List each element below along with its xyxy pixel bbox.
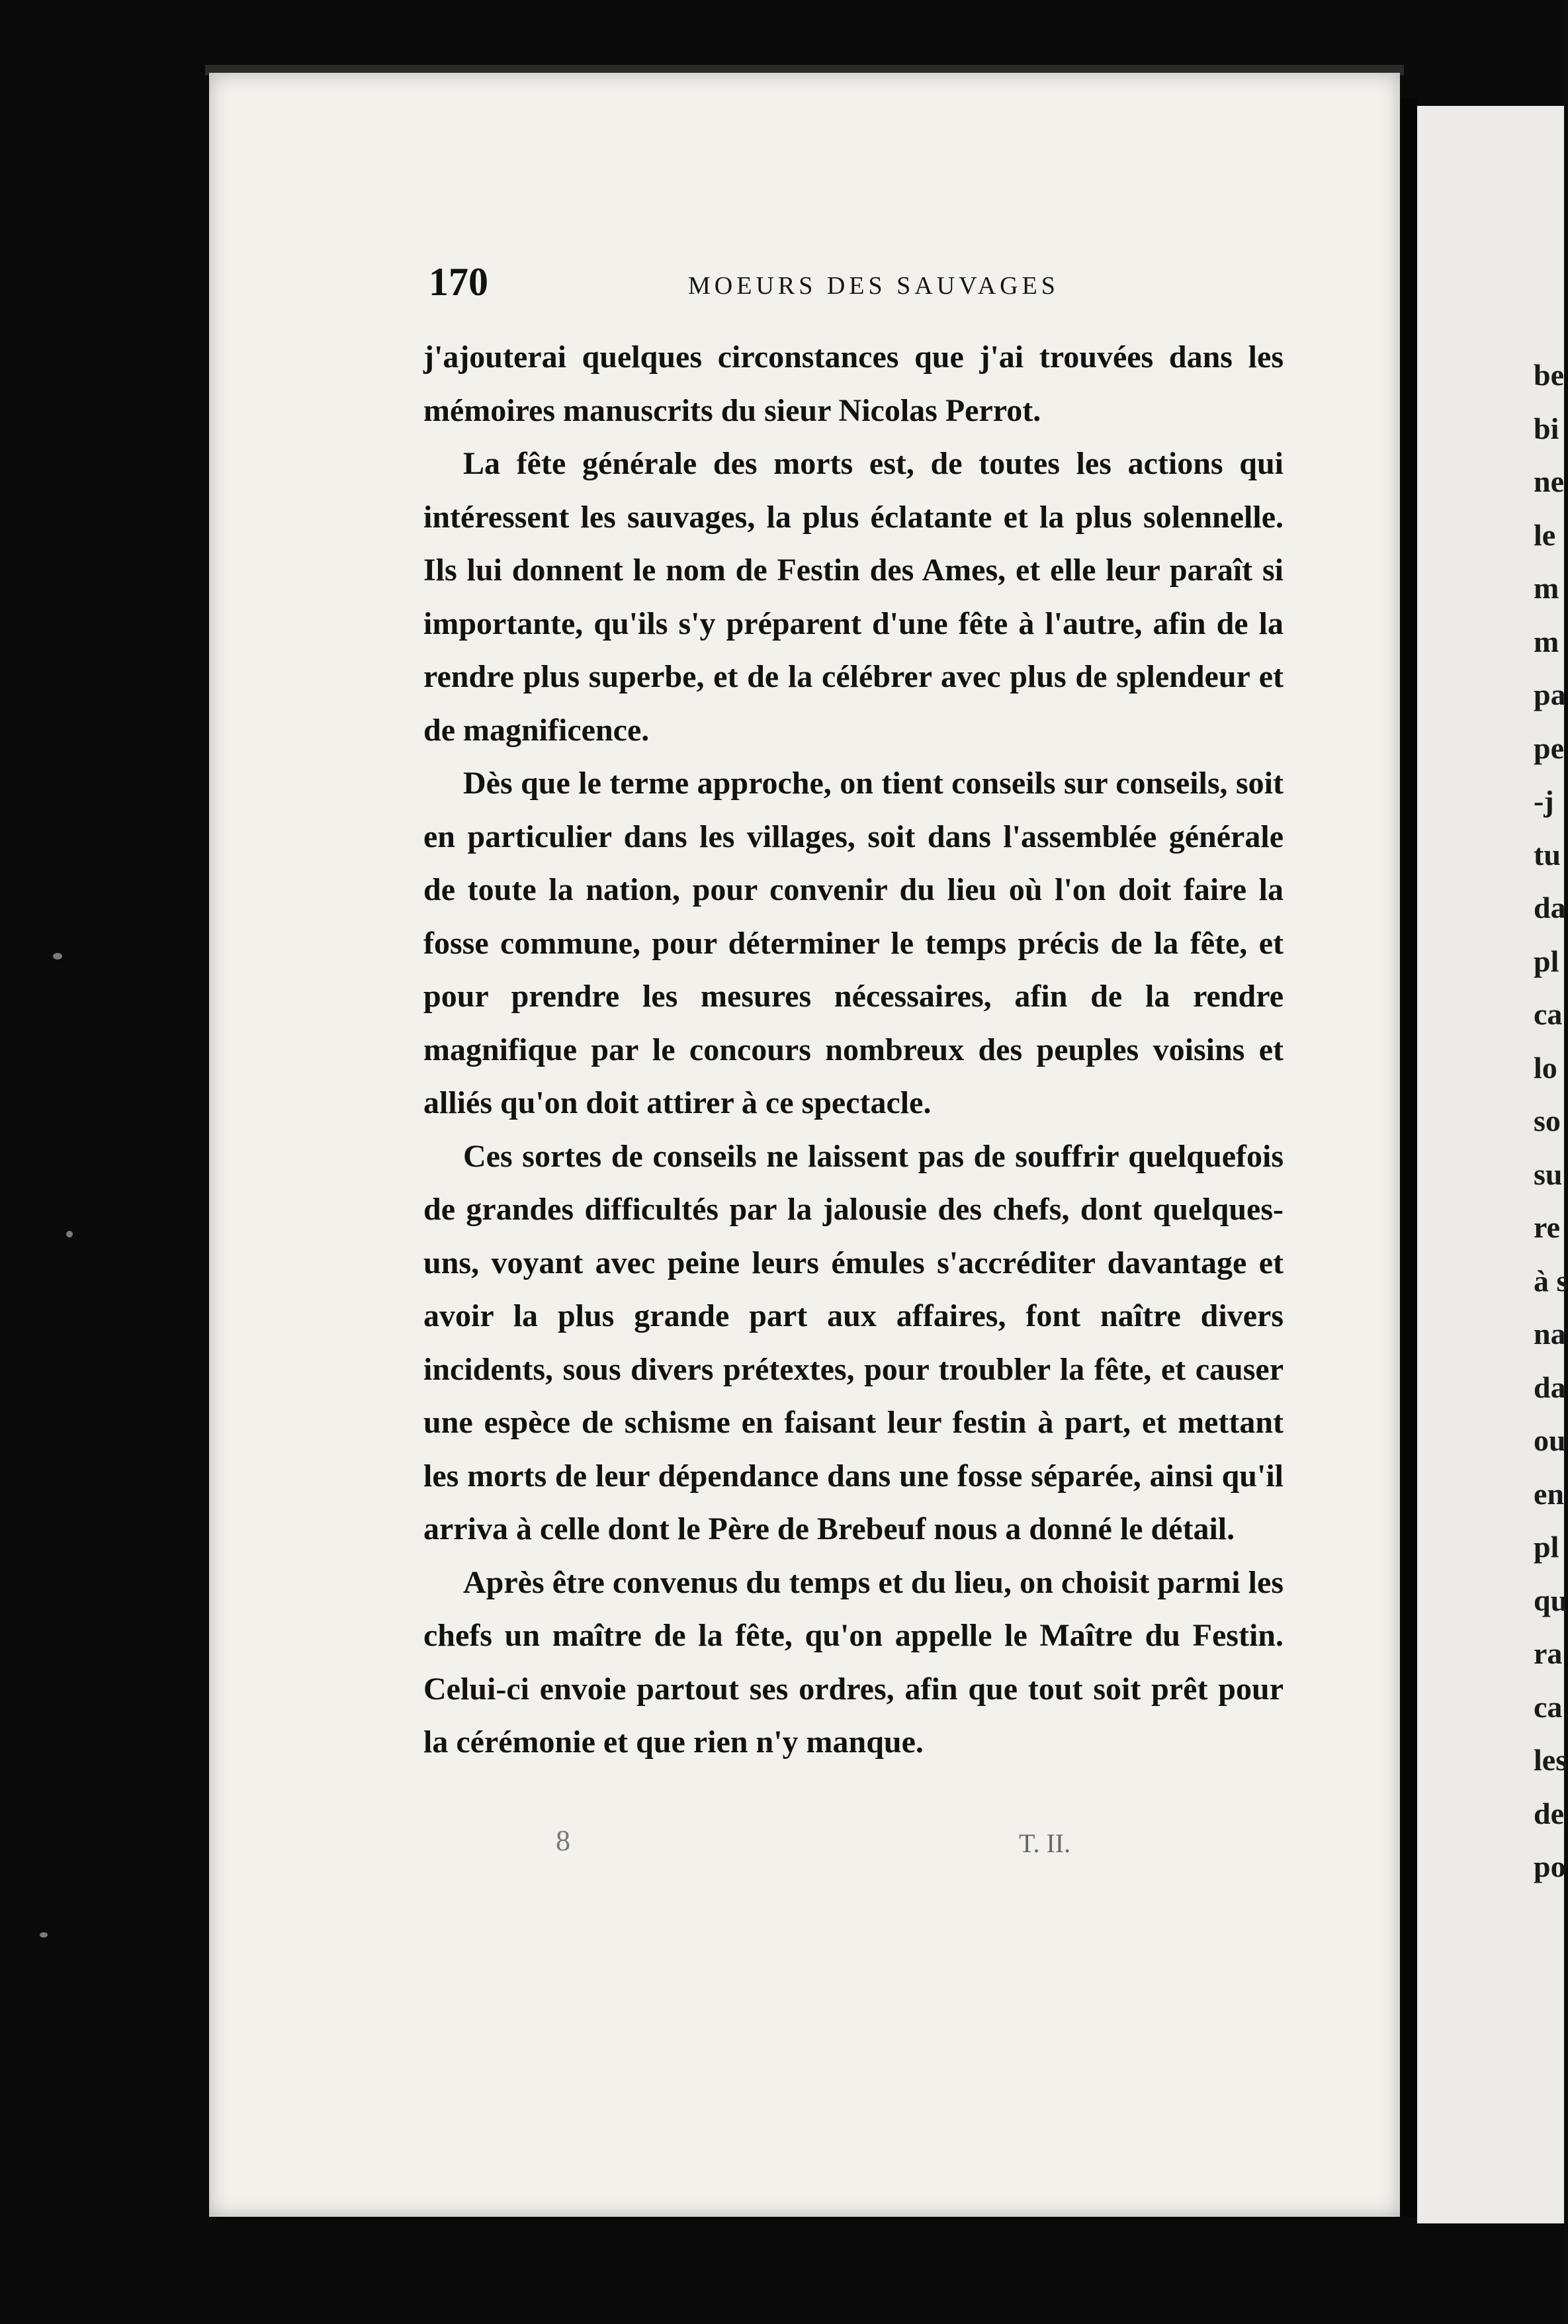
next-page-fragment: re	[1534, 1210, 1561, 1244]
paragraph: Dès que le terme approche, on tient conseils sur conseils, soit en particulier dans les villages, soit dans l'assemblée générale de toute la nation, pour convenir du lieu où l'on doit faire la fosse commune, pour déterminer le temps précis de la fête, et pour prendre les mesures nécessaires, afin de la rendre magnifique par le concours nombreux des peuples voisins et alliés qu'on doit attirer à ce spectacle.	[423, 766, 1284, 1120]
page-gutter	[1400, 99, 1417, 2217]
next-page-fragment: po	[1534, 1850, 1566, 1883]
next-page-fragment: ca	[1534, 1689, 1563, 1724]
dust-speck	[40, 1932, 48, 1938]
next-page-fragment: ne	[1534, 465, 1564, 498]
next-page-fragment: pa	[1534, 678, 1566, 711]
next-page-fragment: -j	[1534, 784, 1554, 818]
next-page-fragment: ra	[1534, 1636, 1563, 1670]
next-page-fragment: m	[1534, 571, 1559, 605]
paragraph: La fête générale des morts est, de toutes les actions qui intéressent les sauvages, la plus éclatante et la plus solennelle. Ils lui donnent le nom de Festin des Ames, et elle leur paraît si importante, qu'ils s'y préparent d'une fête à l'autre, afin de la rendre plus superbe, et de la célébrer avec plus de splendeur et de magnificence.	[423, 446, 1284, 748]
next-page-fragment: pl	[1534, 944, 1559, 978]
next-page-fragment: so	[1534, 1104, 1561, 1138]
next-page-fragment: les	[1534, 1743, 1568, 1777]
next-page-fragment: le	[1534, 517, 1556, 552]
next-page-fragment: da	[1534, 1370, 1566, 1404]
dust-speck	[66, 1231, 73, 1237]
paragraph: j'ajouterai quelques circonstances que j'ai trouvées dans les mémoires manuscrits du sieur Nicolas Perrot.	[423, 339, 1284, 428]
next-page-fragment: bi	[1534, 411, 1559, 445]
next-page-fragment: m	[1534, 624, 1559, 658]
next-page-fragment: pe	[1534, 731, 1564, 765]
paragraph: Après être convenus du temps et du lieu, on choisit parmi les chefs un maître de la fête, qu'on appelle le Maître du Festin. Celui-ci envoie partout ses ordres, afin que tout soit prêt pour la cérémonie et que rien n'y manque.	[423, 1564, 1284, 1760]
next-page-fragment: en	[1534, 1476, 1564, 1511]
next-page-fragment: ca	[1534, 997, 1563, 1031]
next-page-fragment: qu	[1534, 1583, 1568, 1617]
next-page-fragment: à s	[1534, 1263, 1568, 1298]
next-page-fragment: da	[1534, 891, 1566, 924]
next-page-fragment: pl	[1534, 1530, 1559, 1564]
dust-speck	[53, 953, 62, 960]
signature-mark: T. II.	[1019, 1828, 1071, 1858]
body-text	[423, 331, 1284, 1769]
next-page-fragment: ou	[1534, 1423, 1566, 1457]
next-page-fragment: su	[1534, 1157, 1563, 1191]
next-page-fragment: tu	[1534, 837, 1561, 871]
next-page-fragment: be	[1534, 358, 1564, 392]
next-page-fragment: de	[1534, 1796, 1564, 1830]
running-head: MOEURS DES SAUVAGES	[688, 272, 1059, 300]
paragraph: Ces sortes de conseils ne laissent pas de souffrir quelquefois de grandes difficultés par la jalousie des chefs, dont quelques-uns, voyant avec peine leurs émules s'accréditer davantage et avoir la plus grande part aux affaires, font naître divers incidents, sous divers prétextes, pour troubler la fête, et causer une espèce de schisme en faisant leur festin à part, et mettant les morts de leur dépendance dans une fosse séparée, ainsi qu'il arriva à celle dont le Père de Brebeuf nous a donné le détail.	[423, 1138, 1284, 1546]
page-number: 170	[429, 260, 488, 304]
next-page-fragment: lo	[1534, 1050, 1557, 1085]
signature-number: 8	[556, 1824, 570, 1857]
next-page-fragment: na	[1534, 1317, 1566, 1351]
